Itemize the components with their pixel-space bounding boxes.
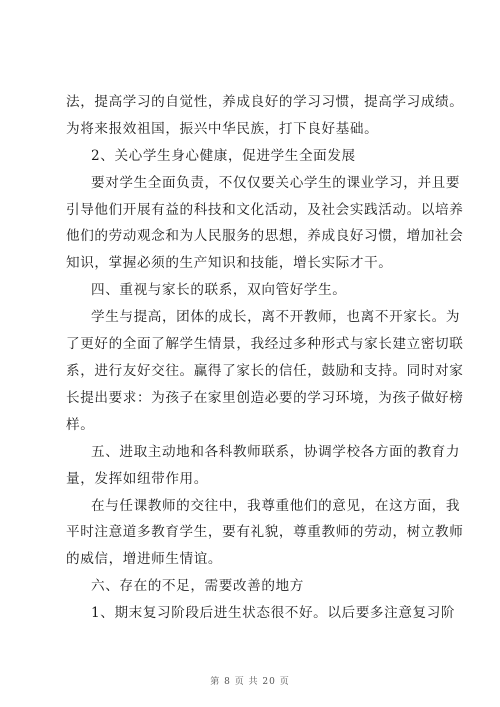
body-line-10: 了更好的全面了解学生情景，我经过多种形式与家长建立密切联 xyxy=(66,336,464,352)
body-line-11: 系，进行友好交往。赢得了家长的信任，鼓励和支持。同时对家 xyxy=(66,363,464,379)
body-line-20: 1、期末复习阶段后进生状态很不好。以后要多注意复习阶 xyxy=(91,605,456,621)
section-heading-6: 六、存在的不足，需要改善的地方 xyxy=(91,578,304,594)
body-line-4: 要对学生全面负责，不仅仅要关心学生的课业学习，并且要 xyxy=(91,175,461,191)
body-line-7: 知识，掌握必须的生产知识和技能，增长实际才干。 xyxy=(66,255,393,271)
page-number-footer: 第 8 页 共 20 页 xyxy=(210,677,290,687)
section-heading-5: 五、进取主动地和各科教师联系，协调学校各方面的教育力 xyxy=(91,444,461,460)
body-line-9: 学生与提高，团体的成长，离不开教师，也离不开家长。为 xyxy=(91,309,461,325)
body-line-16: 在与任课教师的交往中，我尊重他们的意见，在这方面，我 xyxy=(91,498,461,514)
body-line-17: 平时注意道多教育学生，要有礼貌，尊重教师的劳动，树立教师 xyxy=(66,524,464,540)
section-heading-2: 2、关心学生身心健康，促进学生全面发展 xyxy=(91,148,356,164)
body-line-12: 长提出要求：为孩子在家里创造必要的学习环境，为孩子做好榜 xyxy=(66,390,464,406)
body-line-18: 的威信，增进师生情谊。 xyxy=(66,551,223,567)
body-line-13: 样。 xyxy=(66,417,95,433)
body-line-5: 引导他们开展有益的科技和文化活动，及社会实践活动。以培养 xyxy=(66,202,464,218)
section-heading-4: 四、重视与家长的联系，双向管好学生。 xyxy=(91,282,347,298)
body-line-2: 为将来报效祖国，振兴中华民族，打下良好基础。 xyxy=(66,121,379,137)
body-line-1: 法，提高学习的自觉性，养成良好的学习习惯，提高学习成绩。 xyxy=(66,94,464,110)
body-line-15: 量，发挥如纽带作用。 xyxy=(66,471,208,487)
body-line-6: 他们的劳动观念和为人民服务的思想，养成良好习惯，增加社会 xyxy=(66,228,464,244)
